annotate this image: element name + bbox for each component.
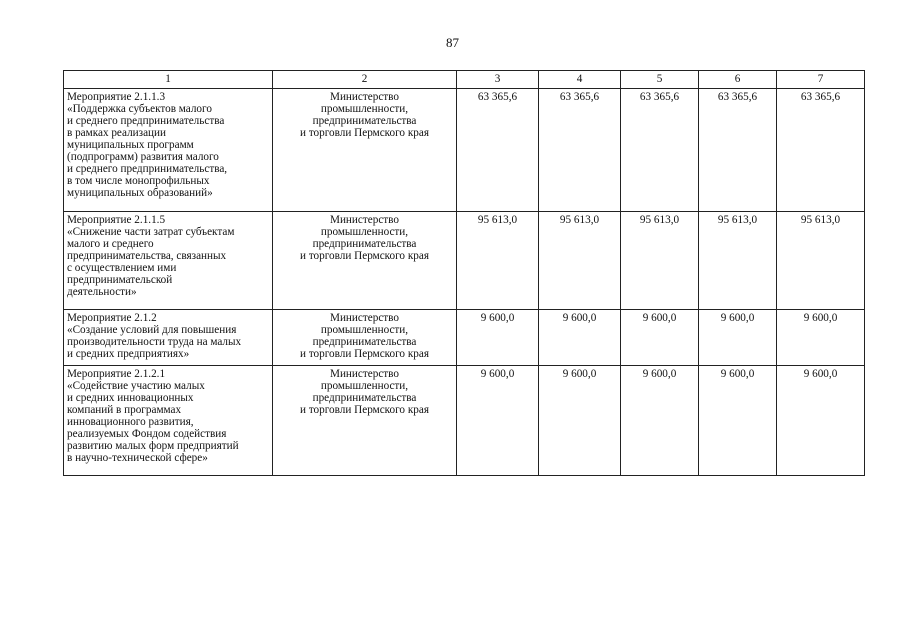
- measure-name-cell: [64, 366, 273, 476]
- table-row: [64, 310, 865, 366]
- measure-name-line: компаний в программах: [67, 404, 182, 416]
- amount-cell: 95 613,0: [699, 212, 777, 310]
- table-row: [64, 366, 865, 476]
- measure-name-line: производительности труда на малых: [67, 336, 242, 348]
- org-line: предпринимательства: [312, 238, 417, 250]
- measure-name-line: инновационного развития,: [67, 416, 194, 428]
- amount-cell: 63 365,6: [457, 89, 539, 212]
- responsible-org-cell: [273, 366, 457, 476]
- measure-name-line: в том числе монопрофильных: [67, 175, 210, 187]
- org-line: Министерство: [330, 91, 399, 103]
- measure-name-line: (подпрограмм) развития малого: [67, 151, 219, 163]
- measure-name-line: «Поддержка субъектов малого: [67, 103, 212, 115]
- org-line: промышленности,: [320, 324, 409, 336]
- budget-table: [63, 70, 865, 476]
- column-header: 4: [539, 71, 621, 89]
- column-header: 3: [457, 71, 539, 89]
- amount-cell: 63 365,6: [621, 89, 699, 212]
- measure-name-line: Мероприятие 2.1.1.5: [67, 214, 166, 226]
- page-number: 87: [446, 35, 459, 50]
- amount-cell: 9 600,0: [457, 310, 539, 366]
- org-line: и торговли Пермского края: [300, 127, 429, 139]
- org-line: промышленности,: [320, 380, 409, 392]
- measure-name-line: малого и среднего: [67, 238, 154, 250]
- measure-name-line: «Снижение части затрат субъектам: [67, 226, 235, 238]
- amount-cell: 9 600,0: [539, 366, 621, 476]
- measure-name-line: в научно-технической сфере»: [67, 452, 208, 464]
- org-line: и торговли Пермского края: [300, 250, 429, 262]
- measure-name-line: в рамках реализации: [67, 127, 167, 139]
- measure-name-cell: [64, 212, 273, 310]
- column-header: 2: [273, 71, 457, 89]
- org-line: и торговли Пермского края: [300, 348, 429, 360]
- table-row: [64, 89, 865, 212]
- column-header: 7: [777, 71, 865, 89]
- measure-name-line: с осуществлением ими: [67, 262, 177, 274]
- amount-cell: 9 600,0: [457, 366, 539, 476]
- responsible-org-cell: [273, 310, 457, 366]
- org-line: промышленности,: [320, 103, 409, 115]
- org-line: предпринимательства: [312, 336, 417, 348]
- amount-cell: 9 600,0: [539, 310, 621, 366]
- amount-cell: 95 613,0: [457, 212, 539, 310]
- responsible-org-cell: [273, 212, 457, 310]
- amount-cell: 9 600,0: [699, 310, 777, 366]
- measure-name-line: и средних инновационных: [67, 392, 194, 404]
- amount-cell: 9 600,0: [777, 310, 865, 366]
- amount-cell: 63 365,6: [699, 89, 777, 212]
- org-line: Министерство: [330, 214, 399, 226]
- measure-name-line: «Содействие участию малых: [67, 380, 205, 392]
- amount-cell: 95 613,0: [777, 212, 865, 310]
- measure-name-line: Мероприятие 2.1.2.1: [67, 368, 166, 380]
- org-line: предпринимательства: [312, 115, 417, 127]
- column-header: 5: [621, 71, 699, 89]
- measure-name-line: и среднего предпринимательства,: [67, 163, 228, 175]
- measure-name-line: развитию малых форм предприятий: [67, 440, 239, 452]
- measure-name-line: «Создание условий для повышения: [67, 324, 237, 336]
- amount-cell: 9 600,0: [621, 366, 699, 476]
- measure-name-line: Мероприятие 2.1.2: [67, 312, 157, 324]
- org-line: промышленности,: [320, 226, 409, 238]
- measure-name-cell: [64, 310, 273, 366]
- amount-cell: 63 365,6: [777, 89, 865, 212]
- measure-name-line: Мероприятие 2.1.1.3: [67, 91, 166, 103]
- amount-cell: 63 365,6: [539, 89, 621, 212]
- measure-name-line: муниципальных программ: [67, 139, 194, 151]
- org-line: и торговли Пермского края: [300, 404, 429, 416]
- measure-name-line: реализуемых Фондом содействия: [67, 428, 227, 440]
- column-header: 1: [64, 71, 273, 89]
- amount-cell: 95 613,0: [539, 212, 621, 310]
- measure-name-line: предпринимательства, связанных: [67, 250, 227, 262]
- responsible-org-cell: [273, 89, 457, 212]
- table-row: [64, 212, 865, 310]
- measure-name-line: предпринимательской: [67, 274, 173, 286]
- org-line: Министерство: [330, 368, 399, 380]
- measure-name-line: муниципальных образований»: [67, 187, 213, 199]
- amount-cell: 95 613,0: [621, 212, 699, 310]
- measure-name-line: деятельности»: [67, 286, 137, 298]
- org-line: предпринимательства: [312, 392, 417, 404]
- amount-cell: 9 600,0: [777, 366, 865, 476]
- org-line: Министерство: [330, 312, 399, 324]
- table-header-row: [64, 71, 865, 89]
- amount-cell: 9 600,0: [699, 366, 777, 476]
- measure-name-line: и среднего предпринимательства: [67, 115, 225, 127]
- measure-name-line: и средних предприятиях»: [67, 348, 190, 360]
- measure-name-cell: [64, 89, 273, 212]
- amount-cell: 9 600,0: [621, 310, 699, 366]
- column-header: 6: [699, 71, 777, 89]
